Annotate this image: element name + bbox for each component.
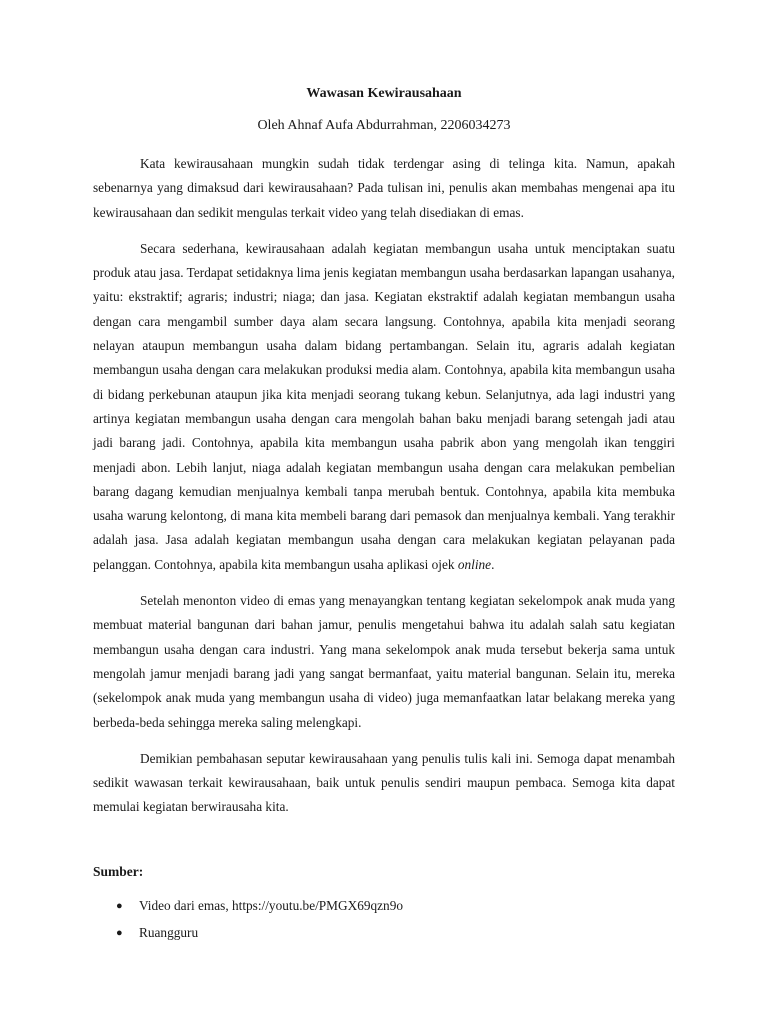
- sources-list: [93, 894, 675, 945]
- paragraph-intro: Kata kewirausahaan mungkin sudah tidak terdengar asing di telinga kita. Namun, apakah sebenarnya yang dimaksud dari kewirausahaan? Pada tulisan ini, penulis akan membahas mengenai apa itu kewirausahaan dan sedikit mengulas terkait video yang telah disediakan di emas.: [93, 156, 675, 220]
- paragraph-closing: Demikian pembahasan seputar kewirausahaan yang penulis tulis kali ini. Semoga dapat menambah sedikit wawasan terkait kewirausahaan, baik untuk penulis sendiri maupun pembaca. Semoga kita dapat memulai kegiatan berwirausaha kita.: [93, 750, 675, 815]
- italic-online: online: [457, 556, 492, 572]
- paragraph-types-end: .: [491, 556, 495, 572]
- bullet-icon: ●: [116, 899, 123, 912]
- sources-heading: Sumber:: [93, 863, 144, 879]
- source-item-text: Video dari emas, https://youtu.be/PMGX69qzn9o: [139, 897, 404, 913]
- document-title: Wawasan Kewirausahaan: [306, 86, 462, 101]
- source-item: [93, 921, 675, 945]
- source-item: [93, 894, 675, 918]
- bullet-icon: ●: [116, 926, 123, 939]
- paragraph-video: Setelah menonton video di emas yang menayangkan tentang kegiatan sekelompok anak muda yang membuat material bangunan dari bahan jamur, penulis mengetahui bahwa itu adalah salah satu kegiatan membangun usaha dengan cara industri. Yang mana sekelompok anak muda tersebut bekerja sama untuk mengolah jamur menjadi barang jadi yang sangat bermanfaat, yaitu material bangunan. Selain itu, mereka (sekelompok anak muda yang membangun usaha di video) juga memanfaatkan latar belakang mereka yang berbeda-beda sehingga mereka saling melengkapi.: [93, 593, 675, 730]
- author-line: Oleh Ahnaf Aufa Abdurrahman, 2206034273: [257, 118, 511, 133]
- paragraph-types: [93, 237, 675, 577]
- paragraph-types-text: Secara sederhana, kewirausahaan adalah kegiatan membangun usaha untuk menciptakan suatu produk atau jasa. Terdapat setidaknya lima jenis kegiatan membangun usaha berdasarkan lapangan usahanya, yaitu: ekstraktif; agraris; industri; niaga; dan jasa. Kegiatan ekstraktif adalah kegiatan membangun usaha dengan cara mengambil sumber daya alam secara langsung. Contohnya, apabila kita menjadi seorang nelayan ataupun membangun usaha dalam bidang pertambangan. Selain itu, agraris adalah kegiatan membangun usaha dengan cara melakukan produksi media alam. Contohnya, apabila kita membangun usaha di bidang perkebunan ataupun jika kita menjadi seorang tukang kebun. Selanjutnya, ada lagi industri yang artinya kegiatan membangun usaha dengan cara mengolah bahan baku menjadi barang setengah jadi atau jadi barang jadi. Contohnya, apabila kita membangun usaha pabrik abon yang mengolah ikan tenggiri menjadi abon. Lebih lanjut, niaga adalah kegiatan membangun usaha dengan cara melakukan pembelian barang dagang kemudian menjualnya kembali tanpa merubah bentuk. Contohnya, apabila kita membuka usaha warung kelontong, di mana kita membeli barang dari pemasok dan menjualnya kembali. Yang terakhir adalah jasa. Jasa adalah kegiatan membangun usaha dengan cara melakukan kegiatan pelayanan pada pelanggan. Contohnya, apabila kita membangun usaha aplikasi ojek: [93, 240, 675, 572]
- source-item-text: Ruangguru: [139, 924, 199, 940]
